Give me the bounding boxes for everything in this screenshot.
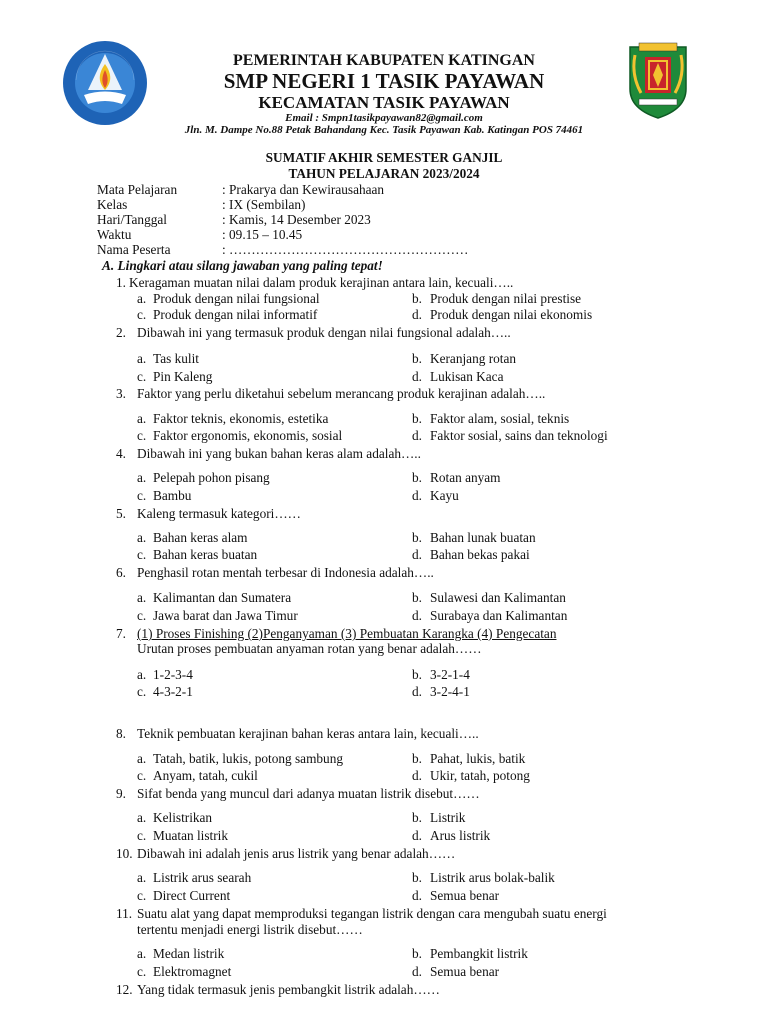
option-d[interactable]: Kayu bbox=[430, 488, 459, 503]
question-number: 2. bbox=[116, 325, 126, 340]
option-letter: d. bbox=[412, 547, 422, 562]
option-b[interactable]: 3-2-1-4 bbox=[430, 667, 470, 682]
option-letter: b. bbox=[412, 946, 422, 961]
question-text: Dibawah ini yang termasuk produk dengan nilai fungsional adalah….. bbox=[137, 325, 511, 340]
option-letter: c. bbox=[137, 964, 147, 979]
school-email: Email : Smpn1tasikpayawan82@gmail.com bbox=[285, 112, 483, 124]
option-d[interactable]: Produk dengan nilai ekonomis bbox=[430, 307, 593, 322]
option-c[interactable]: Faktor ergonomis, ekonomis, sosial bbox=[153, 428, 343, 443]
option-b[interactable]: Listrik arus bolak-balik bbox=[430, 870, 555, 885]
option-a[interactable]: Kelistrikan bbox=[153, 810, 213, 825]
exam-title: SUMATIF AKHIR SEMESTER GANJIL bbox=[265, 150, 503, 165]
option-letter: b. bbox=[412, 751, 422, 766]
option-letter: c. bbox=[137, 684, 147, 699]
question-text: Dibawah ini adalah jenis arus listrik yang benar adalah…… bbox=[137, 846, 456, 861]
school-name: SMP NEGERI 1 TASIK PAYAWAN bbox=[223, 69, 545, 93]
option-d[interactable]: Ukir, tatah, potong bbox=[430, 768, 530, 783]
option-c[interactable]: Produk dengan nilai informatif bbox=[153, 307, 318, 322]
option-b[interactable]: Faktor alam, sosial, teknis bbox=[430, 411, 570, 426]
option-a[interactable]: Faktor teknis, ekonomis, estetika bbox=[153, 411, 329, 426]
option-letter: a. bbox=[137, 667, 147, 682]
option-letter: c. bbox=[137, 369, 147, 384]
option-letter: a. bbox=[137, 351, 147, 366]
section-a-instruction: A. Lingkari atau silang jawaban yang paling tepat! bbox=[102, 258, 383, 273]
question-number: 3. bbox=[116, 386, 126, 401]
option-b[interactable]: Produk dengan nilai prestise bbox=[430, 291, 582, 306]
option-a[interactable]: Bahan keras alam bbox=[153, 530, 248, 545]
info-value: : Kamis, 14 Desember 2023 bbox=[222, 212, 371, 227]
option-letter: a. bbox=[137, 946, 147, 961]
option-c[interactable]: 4-3-2-1 bbox=[153, 684, 193, 699]
option-letter: d. bbox=[412, 888, 422, 903]
option-letter: d. bbox=[412, 307, 422, 322]
question-text: Kaleng termasuk kategori…… bbox=[137, 506, 301, 521]
info-value: : Prakarya dan Kewirausahaan bbox=[222, 182, 385, 197]
info-label: Mata Pelajaran bbox=[97, 182, 178, 197]
question-number: 9. bbox=[116, 786, 126, 801]
option-c[interactable]: Anyam, tatah, cukil bbox=[153, 768, 258, 783]
option-c[interactable]: Pin Kaleng bbox=[153, 369, 213, 384]
option-letter: c. bbox=[137, 428, 147, 443]
option-letter: a. bbox=[137, 411, 147, 426]
option-letter: b. bbox=[412, 351, 422, 366]
option-letter: b. bbox=[412, 470, 422, 485]
option-b[interactable]: Pahat, lukis, batik bbox=[430, 751, 526, 766]
option-a[interactable]: Tas kulit bbox=[153, 351, 199, 366]
option-c[interactable]: Bahan keras buatan bbox=[153, 547, 258, 562]
info-label: Kelas bbox=[97, 197, 128, 212]
option-letter: d. bbox=[412, 964, 422, 979]
question-number: 5. bbox=[116, 506, 126, 521]
option-letter: a. bbox=[137, 530, 147, 545]
option-letter: c. bbox=[137, 307, 147, 322]
question-text: (1) Proses Finishing (2)Penganyaman (3) Pembuatan Karangka (4) Pengecatan bbox=[137, 626, 557, 641]
option-a[interactable]: Kalimantan dan Sumatera bbox=[153, 590, 292, 605]
option-c[interactable]: Direct Current bbox=[153, 888, 231, 903]
option-a[interactable]: Medan listrik bbox=[153, 946, 225, 961]
option-letter: b. bbox=[412, 411, 422, 426]
option-letter: c. bbox=[137, 547, 147, 562]
option-b[interactable]: Bahan lunak buatan bbox=[430, 530, 536, 545]
option-a[interactable]: Listrik arus searah bbox=[153, 870, 252, 885]
option-d[interactable]: 3-2-4-1 bbox=[430, 684, 470, 699]
option-b[interactable]: Rotan anyam bbox=[430, 470, 501, 485]
question-text: Faktor yang perlu diketahui sebelum merancang produk kerajinan adalah….. bbox=[137, 386, 546, 401]
option-a[interactable]: Pelepah pohon pisang bbox=[153, 470, 270, 485]
option-c[interactable]: Bambu bbox=[153, 488, 192, 503]
info-value: : 09.15 – 10.45 bbox=[222, 227, 303, 242]
question-text: Penghasil rotan mentah terbesar di Indonesia adalah….. bbox=[137, 565, 434, 580]
option-d[interactable]: Semua benar bbox=[430, 964, 500, 979]
option-letter: a. bbox=[137, 291, 147, 306]
option-letter: a. bbox=[137, 751, 147, 766]
option-b[interactable]: Pembangkit listrik bbox=[430, 946, 528, 961]
question-text: Sifat benda yang muncul dari adanya muatan listrik disebut…… bbox=[137, 786, 480, 801]
question-text: Keragaman muatan nilai dalam produk kerajinan antara lain, kecuali….. bbox=[129, 275, 514, 290]
school-address: Jln. M. Dampe No.88 Petak Bahandang Kec. Tasik Payawan Kab. Katingan POS 74461 bbox=[184, 124, 584, 136]
option-letter: d. bbox=[412, 369, 422, 384]
option-letter: a. bbox=[137, 470, 147, 485]
question-text: Dibawah ini yang bukan bahan keras alam adalah….. bbox=[137, 446, 421, 461]
info-label: Hari/Tanggal bbox=[97, 212, 167, 227]
option-a[interactable]: Produk dengan nilai fungsional bbox=[153, 291, 320, 306]
question-text: Yang tidak termasuk jenis pembangkit listrik adalah…… bbox=[137, 982, 440, 997]
option-letter: c. bbox=[137, 828, 147, 843]
option-letter: c. bbox=[137, 888, 147, 903]
question-number: 12. bbox=[116, 982, 133, 997]
option-letter: d. bbox=[412, 828, 422, 843]
option-c[interactable]: Jawa barat dan Jawa Timur bbox=[153, 608, 298, 623]
question-text: Suatu alat yang dapat memproduksi tegangan listrik dengan cara mengubah suatu energi bbox=[137, 906, 607, 921]
info-value: : IX (Sembilan) bbox=[222, 197, 306, 212]
option-letter: b. bbox=[412, 590, 422, 605]
question-text-continued: Urutan proses pembuatan anyaman rotan yang benar adalah…… bbox=[137, 641, 482, 656]
question-number: 4. bbox=[116, 446, 126, 461]
option-a[interactable]: Tatah, batik, lukis, potong sambung bbox=[153, 751, 344, 766]
option-letter: d. bbox=[412, 684, 422, 699]
question-number: 11. bbox=[116, 906, 133, 921]
question-text-continued: tertentu menjadi energi listrik disebut…… bbox=[137, 922, 363, 937]
option-d[interactable]: Bahan bekas pakai bbox=[430, 547, 530, 562]
option-a[interactable]: 1-2-3-4 bbox=[153, 667, 193, 682]
exam-year: TAHUN PELAJARAN 2023/2024 bbox=[288, 166, 480, 181]
option-c[interactable]: Elektromagnet bbox=[153, 964, 232, 979]
option-d[interactable]: Surabaya dan Kalimantan bbox=[430, 608, 568, 623]
option-letter: a. bbox=[137, 810, 147, 825]
option-b[interactable]: Keranjang rotan bbox=[430, 351, 517, 366]
option-d[interactable]: Lukisan Kaca bbox=[430, 369, 504, 384]
option-b[interactable]: Listrik bbox=[430, 810, 466, 825]
option-letter: b. bbox=[412, 667, 422, 682]
option-b[interactable]: Sulawesi dan Kalimantan bbox=[430, 590, 566, 605]
option-letter: c. bbox=[137, 768, 147, 783]
option-letter: a. bbox=[137, 870, 147, 885]
option-letter: b. bbox=[412, 810, 422, 825]
question-number: 6. bbox=[116, 565, 126, 580]
option-d[interactable]: Faktor sosial, sains dan teknologi bbox=[430, 428, 608, 443]
district-name: KECAMATAN TASIK PAYAWAN bbox=[258, 93, 510, 112]
option-letter: b. bbox=[412, 291, 422, 306]
question-number: 10. bbox=[116, 846, 133, 861]
option-letter: c. bbox=[137, 488, 147, 503]
option-c[interactable]: Muatan listrik bbox=[153, 828, 228, 843]
question-number: 1. bbox=[116, 275, 126, 290]
option-letter: d. bbox=[412, 768, 422, 783]
info-label: Waktu bbox=[97, 227, 132, 242]
info-label: Nama Peserta bbox=[97, 242, 171, 257]
government-title: PEMERINTAH KABUPATEN KATINGAN bbox=[233, 52, 535, 69]
student-name-field[interactable]: : ……………………………………………… bbox=[222, 242, 469, 257]
option-letter: b. bbox=[412, 870, 422, 885]
option-letter: b. bbox=[412, 530, 422, 545]
option-letter: d. bbox=[412, 608, 422, 623]
question-number: 7. bbox=[116, 626, 126, 641]
question-text: Teknik pembuatan kerajinan bahan keras antara lain, kecuali….. bbox=[137, 726, 479, 741]
option-letter: d. bbox=[412, 488, 422, 503]
option-d[interactable]: Arus listrik bbox=[430, 828, 491, 843]
question-number: 8. bbox=[116, 726, 126, 741]
option-letter: c. bbox=[137, 608, 147, 623]
option-letter: d. bbox=[412, 428, 422, 443]
option-d[interactable]: Semua benar bbox=[430, 888, 500, 903]
option-letter: a. bbox=[137, 590, 147, 605]
